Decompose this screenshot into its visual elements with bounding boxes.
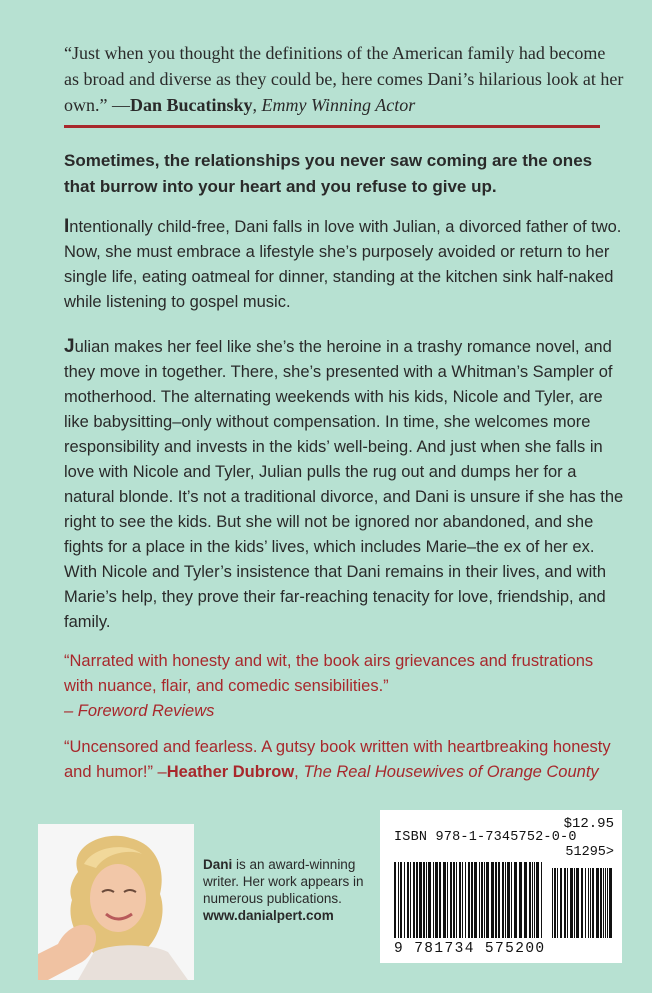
- barcode-bar: [404, 862, 405, 938]
- review1-text: “Narrated with honesty and wit, the book airs grievances and frustrations with nuance, flair, and comedic sensibilities.”: [64, 652, 594, 695]
- barcode-bar: [439, 862, 441, 938]
- barcode-bar: [394, 862, 396, 938]
- barcode-bar: [416, 862, 418, 938]
- barcode-bar: [507, 862, 510, 938]
- addon-bar: [588, 868, 589, 938]
- review2-show: The Real Housewives of Orange County: [303, 763, 599, 781]
- barcode-bar: [419, 862, 422, 938]
- barcode-bar: [471, 862, 473, 938]
- addon-bar: [605, 868, 606, 938]
- barcode-bar: [459, 862, 461, 938]
- barcode-bar: [511, 862, 512, 938]
- endorser-name: Dan Bucatinsky: [130, 95, 253, 115]
- barcode-bar: [514, 862, 517, 938]
- addon-bar: [570, 868, 573, 938]
- barcode-bar: [435, 862, 438, 938]
- author-portrait-image: [38, 824, 194, 980]
- barcode-bar: [491, 862, 494, 938]
- addon-bar: [600, 868, 602, 938]
- barcode-bar: [495, 862, 497, 938]
- barcode-bar: [519, 862, 522, 938]
- isbn-label: ISBN 978-1-7345752-0-0: [394, 830, 577, 845]
- barcode-bar: [410, 862, 411, 938]
- addon-bar: [554, 868, 556, 938]
- addon-bar: [581, 868, 583, 938]
- barcode-bar: [413, 862, 415, 938]
- para2-initial: J: [64, 336, 75, 357]
- addon-bar: [576, 868, 579, 938]
- description-paragraph-2: [64, 334, 624, 635]
- barcode-bar: [529, 862, 531, 938]
- review1-source: – Foreword Reviews: [64, 702, 215, 720]
- barcode-bar: [428, 862, 431, 938]
- barcode-bar: [400, 862, 402, 938]
- barcode-bar: [453, 862, 455, 938]
- review2-name: Heather Dubrow: [166, 763, 295, 781]
- author-name: Dani: [203, 857, 233, 872]
- barcode-bar: [447, 862, 448, 938]
- barcode-bar: [407, 862, 409, 938]
- divider-rule: [64, 125, 600, 128]
- author-bio-text: is an award-winning writer. Her work appears in numerous publications.: [203, 857, 364, 906]
- para1-text: ntentionally child-free, Dani falls in love with Julian, a divorced father of two. Now, she must embrace a lifestyle she’s purposely avoided or return to her single life, eating oatmeal for dinner, standing at the kitchen sink half-naked while listening to gospel music.: [64, 218, 622, 311]
- para2-text: ulian makes her feel like she’s the heroine in a trashy romance novel, and they move in together. There, she’s presented with a Whitman’s Sampler of motherhood. The alternating weekends with his kids, Nicole and Tyler, are like babysitting–only without compensation. In time, she welcomes more responsibility and invests in the kids’ well-being. And just when she falls in love with Nicole and Tyler, Julian pulls the rug out and dumps her for a natural blonde. It’s not a traditional divorce, and Dani is unsure if she has the right to see the kids. But she will not be ignored nor abandoned, and she fights for a place in the kids’ lives, which includes Marie–the ex of her ex. With Nicole and Tyler’s insistence that Dani remains in their lives, and with Marie’s help, they prove their far-reaching tenacity for love, friendship, and family.: [64, 338, 624, 631]
- addon-bar: [603, 868, 604, 938]
- barcode-bar: [534, 862, 535, 938]
- barcode-bar: [524, 862, 527, 938]
- barcode-bar: [468, 862, 470, 938]
- endorser-title: Emmy Winning Actor: [261, 95, 416, 115]
- barcode-bar: [450, 862, 452, 938]
- endorser-sep: ,: [252, 95, 262, 115]
- description-paragraph-1: [64, 214, 624, 315]
- barcode-bar: [456, 862, 457, 938]
- barcode-bars: [392, 846, 614, 944]
- barcode-bar: [541, 862, 542, 938]
- isbn-barcode: [380, 810, 622, 963]
- addon-bar: [596, 868, 599, 938]
- review2-sep: ,: [294, 763, 304, 781]
- barcode-bar: [479, 862, 480, 938]
- endorsement-text: “Just when you thought the definitions of the American family had become as broad and diverse as they could be, here comes Dani’s hilarious look at her own.” —: [64, 43, 624, 115]
- tagline: Sometimes, the relationships you never saw coming are the ones that burrow into your heart and you refuse to give up.: [64, 151, 593, 196]
- addon-code: 51295>: [565, 845, 614, 860]
- review-quote-2: [64, 735, 624, 785]
- addon-bar: [557, 868, 558, 938]
- barcode-bar: [443, 862, 446, 938]
- barcode-bar: [486, 862, 489, 938]
- barcode-bar: [426, 862, 427, 938]
- addon-bar: [592, 868, 594, 938]
- author-bio: [203, 856, 373, 924]
- para1-initial: I: [64, 216, 70, 237]
- barcode-bar: [474, 862, 477, 938]
- barcode-bar: [423, 862, 425, 938]
- addon-bar: [585, 868, 586, 938]
- barcode-bar: [398, 862, 399, 938]
- barcode-bar: [498, 862, 500, 938]
- author-website: www.danialpert.com: [203, 908, 334, 923]
- addon-bar: [552, 868, 553, 938]
- barcode-bar: [465, 862, 466, 938]
- barcode-bar: [505, 862, 506, 938]
- barcode-bar: [481, 862, 483, 938]
- barcode-bar: [433, 862, 434, 938]
- barcode-bar: [462, 862, 463, 938]
- addon-bar: [607, 868, 608, 938]
- review-quote-1: [64, 649, 624, 724]
- addon-bar: [560, 868, 562, 938]
- addon-bar: [567, 868, 568, 938]
- review2-text: “Uncensored and fearless. A gutsy book written with heartbreaking honesty and humor!” –: [64, 738, 611, 781]
- barcode-bar: [502, 862, 504, 938]
- barcode-bar: [484, 862, 485, 938]
- barcode-bar: [536, 862, 539, 938]
- endorsement-quote: [64, 40, 624, 118]
- barcode-bar: [532, 862, 533, 938]
- addon-bar: [590, 868, 591, 938]
- addon-bar: [574, 868, 575, 938]
- addon-bar: [564, 868, 566, 938]
- price: $12.95: [563, 816, 614, 832]
- addon-bar: [609, 868, 612, 938]
- isbn-digits: 9 781734 575200: [394, 941, 546, 957]
- author-photo: [38, 824, 194, 980]
